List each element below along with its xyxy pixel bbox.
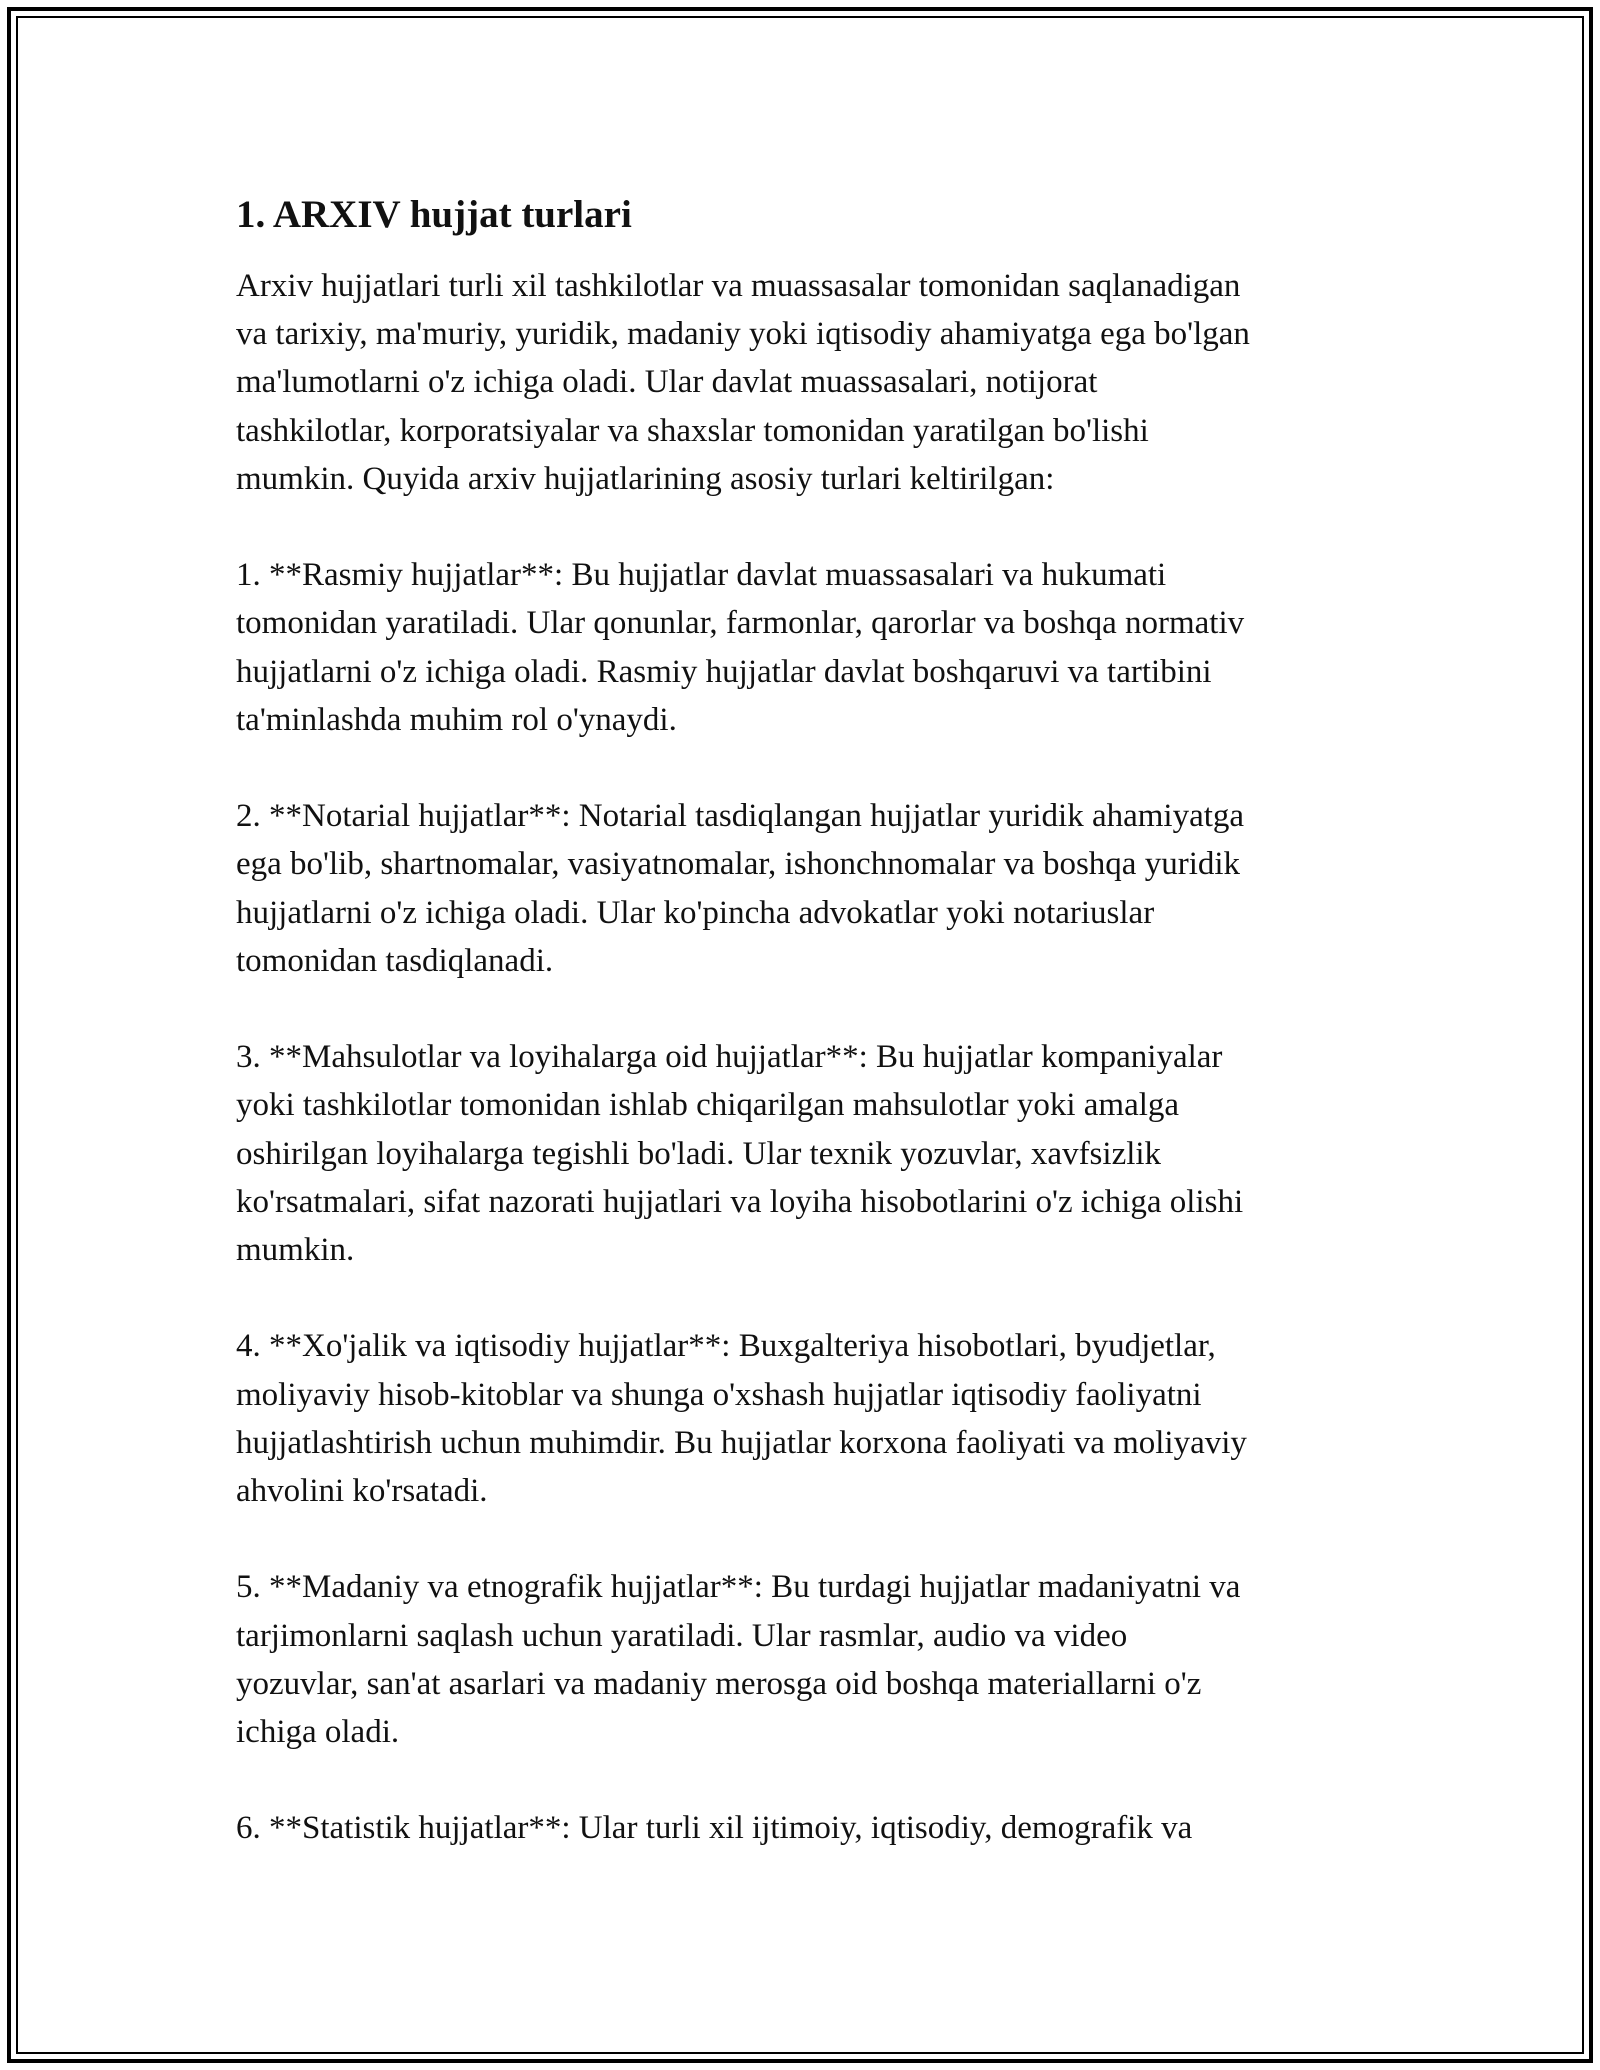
paragraph-line: moliyaviy hisob-kitoblar va shunga o'xshash hujjatlar iqtisodiy faoliyatni — [236, 1376, 1202, 1413]
paragraph-line: oshirilgan loyihalarga tegishli bo'ladi. Ular texnik yozuvlar, xavfsizlik — [236, 1135, 1162, 1172]
paragraph-line: mumkin. Quyida arxiv hujjatlarining asosiy turlari keltirilgan: — [236, 460, 1055, 497]
paragraph-line: 2. **Notarial hujjatlar**: Notarial tasdiqlangan hujjatlar yuridik ahamiyatga — [236, 798, 1245, 835]
paragraph-line: hujjatlarni o'z ichiga oladi. Rasmiy hujjatlar davlat boshqaruvi va tartibini — [236, 653, 1212, 690]
paragraph-line: 6. **Statistik hujjatlar**: Ular turli xil ijtimoiy, iqtisodiy, demografik va — [236, 1810, 1193, 1847]
list-item-statistik-hujjatlar — [236, 1804, 1376, 1852]
paragraph-line: tomonidan tasdiqlanadi. — [236, 942, 554, 979]
paragraph-line: ega bo'lib, shartnomalar, vasiyatnomalar, ishonchnomalar va boshqa yuridik — [236, 846, 1241, 883]
list-item-madaniy-hujjatlar — [236, 1563, 1376, 1756]
document-title: 1. ARXIV hujjat turlari — [236, 193, 632, 236]
intro-paragraph — [236, 262, 1376, 503]
paragraph-line: tomonidan yaratiladi. Ular qonunlar, farmonlar, qarorlar va boshqa normativ — [236, 605, 1245, 642]
document-page — [236, 190, 1376, 1853]
paragraph-line: yozuvlar, san'at asarlari va madaniy merosga oid boshqa materiallarni o'z — [236, 1665, 1202, 1702]
paragraph-line: hujjatlashtirish uchun muhimdir. Bu hujjatlar korxona faoliyati va moliyaviy — [236, 1424, 1247, 1461]
list-item-notarial-hujjatlar — [236, 792, 1376, 985]
paragraph-line: hujjatlarni o'z ichiga oladi. Ular ko'pincha advokatlar yoki notariuslar — [236, 894, 1155, 931]
list-item-rasmiy-hujjatlar — [236, 551, 1376, 744]
paragraph-line: tashkilotlar, korporatsiyalar va shaxslar tomonidan yaratilgan bo'lishi — [236, 412, 1149, 449]
list-item-xojalik-hujjatlar — [236, 1322, 1376, 1515]
paragraph-line: yoki tashkilotlar tomonidan ishlab chiqarilgan mahsulotlar yoki amalga — [236, 1087, 1180, 1124]
paragraph-line: 4. **Xo'jalik va iqtisodiy hujjatlar**: Buxgalteriya hisobotlari, byudjetlar, — [236, 1328, 1216, 1365]
paragraph-line: va tarixiy, ma'muriy, yuridik, madaniy yoki iqtisodiy ahamiyatga ega bo'lgan — [236, 316, 1250, 353]
paragraph-line: 3. **Mahsulotlar va loyihalarga oid hujjatlar**: Bu hujjatlar kompaniyalar — [236, 1039, 1223, 1076]
paragraph-line: 5. **Madaniy va etnografik hujjatlar**: Bu turdagi hujjatlar madaniyatni va — [236, 1569, 1241, 1606]
paragraph-line: ko'rsatmalari, sifat nazorati hujjatlari va loyiha hisobotlarini o'z ichiga olishi — [236, 1183, 1244, 1220]
paragraph-line: 1. **Rasmiy hujjatlar**: Bu hujjatlar davlat muassasalari va hukumati — [236, 557, 1167, 594]
list-item-mahsulotlar-hujjatlar — [236, 1033, 1376, 1274]
paragraph-line: tarjimonlarni saqlash uchun yaratiladi. Ular rasmlar, audio va video — [236, 1617, 1128, 1654]
paragraph-line: ichiga oladi. — [236, 1714, 400, 1751]
paragraph-line: mumkin. — [236, 1232, 355, 1269]
paragraph-line: ahvolini ko'rsatadi. — [236, 1473, 488, 1510]
paragraph-line: Arxiv hujjatlari turli xil tashkilotlar va muassasalar tomonidan saqlanadigan — [236, 268, 1241, 304]
paragraph-line: ta'minlashda muhim rol o'ynaydi. — [236, 701, 677, 738]
paragraph-line: ma'lumotlarni o'z ichiga oladi. Ular davlat muassasalari, notijorat — [236, 364, 1098, 401]
